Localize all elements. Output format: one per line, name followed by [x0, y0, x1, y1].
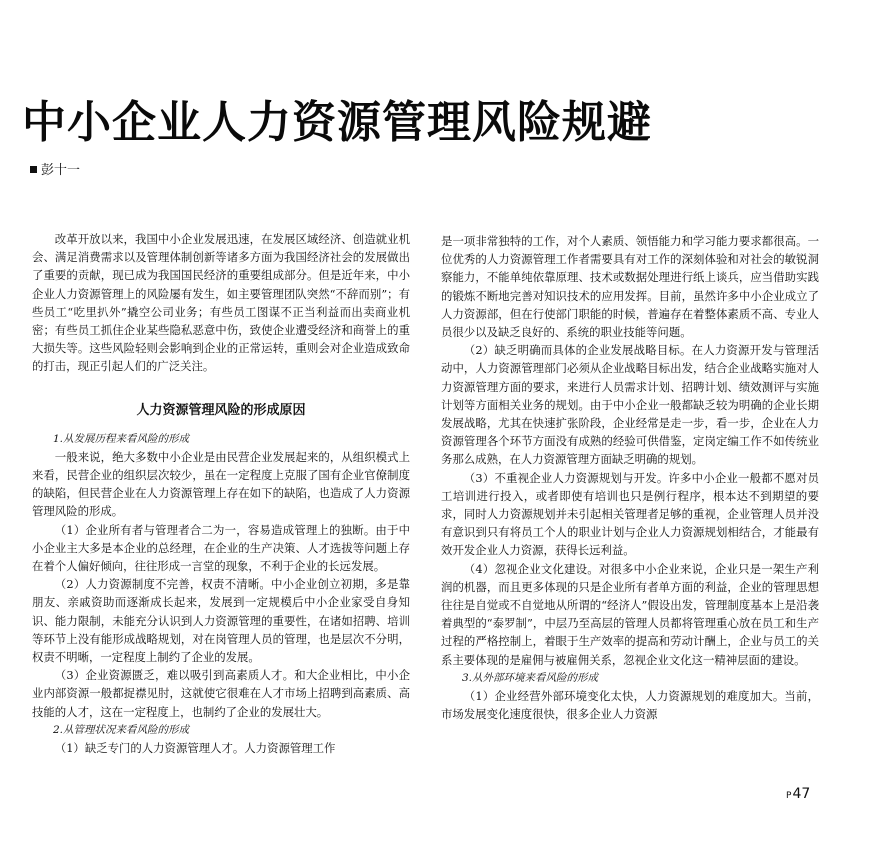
body-paragraph: （2）人力资源制度不完善，权责不清晰。中小企业创立初期，多是靠朋友、亲戚资助而逐渐成长起来，发展到一定规模后中小企业家受自身知识、能力限制，未能充分认识到人力资源管理的重要性，在诸如招聘、培训等环节上没有能形成战略规划，对在岗管理人员的管理，也是层次不分明，权责不明晰，一定程度上制约了企业的发展。 [32, 577, 410, 665]
body-paragraph: （1）缺乏专门的人力资源管理人才。人力资源管理工作 [54, 741, 336, 756]
body-paragraph: （2）缺乏明确而具体的企业发展战略目标。在人力资源开发与管理活动中，人力资源管理部门必须从企业战略目标出发，结合企业战略实施对人力资源管理方面的要求，来进行人员需求计划、招聘计划、绩效测评与实施计划等方面相关业务的规划。由于中小企业一般都缺乏较为明确的企业长期发展战略，尤其在快速扩张阶段，企业经常是走一步，看一步，企业在人力资源管理各个环节方面没有成熟的经验可供借鉴，定岗定编工作不如传统业务那么成熟，在人力资源管理方面缺乏明确的规划。 [441, 343, 819, 467]
article-title: 中小企业人力资源管理风险规避 [22, 97, 652, 148]
page-number [786, 786, 810, 802]
subheading-environment: 3.从外部环境来看风险的形成 [462, 671, 599, 684]
page-number-value: 47 [792, 786, 811, 802]
intro-paragraph: 改革开放以来，我国中小企业发展迅速，在发展区域经济、创造就业机会、满足消费需求以及管理体制创新等诸多方面为我国经济社会的发展做出了重要的贡献，现已成为我国国民经济的重要组成部分。但是近年来，中小企业人力资源管理上的风险屡有发生，如主要管理团队突然“不辞而别”；有些员工“吃里扒外”撬空公司业务；有些员工图谋不正当利益而出卖商业机密；有些员工抓住企业某些隐私恶意中伤，致使企业遭受经济和商誉上的重大损失等。这些风险轻则会影响到企业的正常运转，重则会对企业造成致命的打击，现正引起人们的广泛关注。 [32, 232, 410, 374]
body-paragraph: （1）企业所有者与管理者合二为一，容易造成管理上的独断。由于中小企业主大多是本企业的总经理，在企业的生产决策、人才选拔等问题上存在着个人偏好倾向，往往形成一言堂的现象，不利于企业的长远发展。 [32, 522, 410, 574]
section-heading: 人力资源管理风险的形成原因 [136, 402, 306, 418]
body-paragraph: （1）企业经营外部环境变化太快，人力资源规划的难度加大。当前，市场发展变化速度很快，很多企业人力资源 [441, 689, 819, 722]
body-paragraph: （4）忽视企业文化建设。对很多中小企业来说，企业只是一架生产利润的机器，而且更多体现的只是企业所有者单方面的利益，企业的管理思想往往是自觉或不自觉地从所谓的“经济人”假设出发，管理制度基本上是沿袭着典型的“泰罗制”，中层乃至高层的管理人员都将管理重心放在员工和生产过程的严格控制上，着眼于生产效率的提高和劳动计酬上，企业与员工的关系主要体现的是雇佣与被雇佣关系，忽视企业文化这一精神层面的建设。 [441, 561, 819, 667]
subheading-management: 2.从管理状况来看风险的形成 [53, 723, 190, 736]
body-paragraph: （3）企业资源匮乏，难以吸引到高素质人才。和大企业相比，中小企业内部资源一般都捉襟见肘，这就使它很难在人才市场上招聘到高素质、高技能的人才，这在一定程度上，也制约了企业的发展壮大。 [32, 668, 410, 719]
right-column [441, 232, 819, 723]
body-paragraph-continued: 是一项非常独特的工作，对个人素质、领悟能力和学习能力要求都很高。一位优秀的人力资源管理工作者需要具有对工作的深刻体验和对社会的敏锐洞察能力，不能单纯依靠原理、技术或数据处理进行纸上谈兵，应当借助实践的锻炼不断地完善对知识技术的应用发挥。目前，虽然许多中小企业成立了人力资源部，但在行使部门职能的时候，普遍存在着整体素质不高、专业人员很少以及缺乏良好的、系统的职业技能等问题。 [441, 234, 819, 340]
body-paragraph: （3）不重视企业人力资源规划与开发。许多中小企业一般都不愿对员工培训进行投入，或者即使有培训也只是例行程序，根本达不到期望的要求，同时人力资源规划并未引起相关管理者足够的重视，企业管理人员并没有意识到只有将员工个人的职业计划与企业人力资源规划相结合，才能最有效开发企业人力资源，获得长远利益。 [441, 470, 819, 558]
subheading-development: 1.从发展历程来看风险的形成 [53, 432, 190, 445]
page-prefix: P [786, 791, 792, 801]
left-column [32, 230, 410, 757]
square-bullet-icon [30, 166, 37, 173]
body-paragraph: 一般来说，绝大多数中小企业是由民营企业发展起来的，从组织模式上来看，民营企业的组织层次较少，虽在一定程度上克服了国有企业官僚制度的缺陷，但民营企业在人力资源管理上存在如下的缺陷，也造成了人力资源管理风险的形成。 [32, 449, 410, 519]
author-name: 彭十一 [41, 163, 81, 178]
byline [30, 163, 80, 179]
